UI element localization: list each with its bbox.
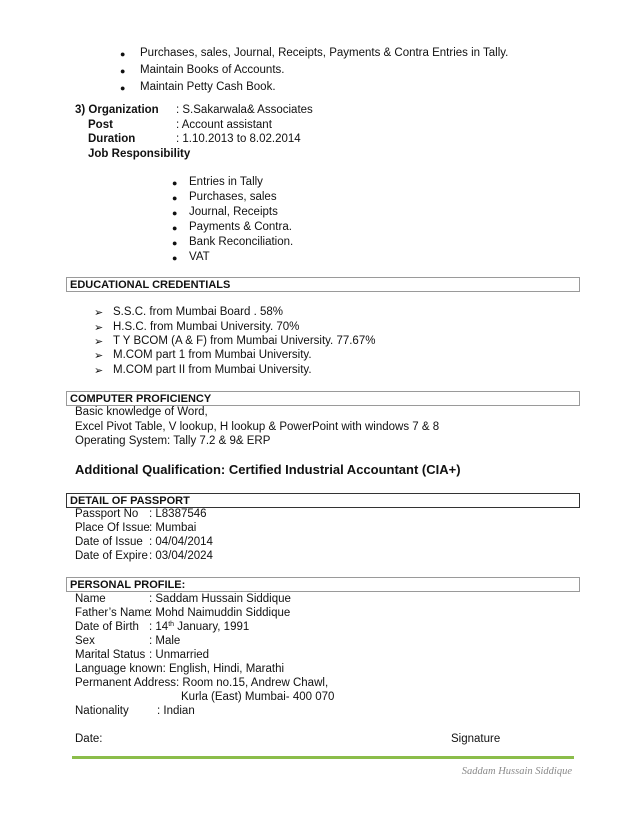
passport-header: DETAIL OF PASSPORT <box>66 493 580 508</box>
bullet-icon: ● <box>172 193 178 203</box>
dob-rest: January, 1991 <box>174 621 250 633</box>
org-label: 3) Organization <box>75 104 159 116</box>
responsibility-item: VAT <box>189 251 210 263</box>
duty-item: Maintain Books of Accounts. <box>140 64 285 76</box>
language-line: Language known: English, Hindi, Marathi <box>75 663 285 675</box>
passport-label: Place Of Issue <box>75 522 150 534</box>
footer-name: Saddam Hussain Siddique <box>461 766 572 777</box>
education-header: EDUCATIONAL CREDENTIALS <box>66 277 580 292</box>
responsibility-item: Payments & Contra. <box>189 221 292 233</box>
computer-header: COMPUTER PROFICIENCY <box>66 391 580 406</box>
profile-label: Date of Birth <box>75 621 139 633</box>
date-label: Date: <box>75 733 103 745</box>
passport-value: : 04/04/2014 <box>149 536 213 548</box>
profile-value: : Unmarried <box>149 649 210 661</box>
profile-value <box>149 621 249 633</box>
responsibility-item: Entries in Tally <box>189 176 263 188</box>
bullet-icon: ● <box>120 83 126 93</box>
profile-label: Sex <box>75 635 95 647</box>
arrow-bullet-icon: ➢ <box>94 350 104 362</box>
passport-label: Date of Expire <box>75 550 148 562</box>
education-item: M.COM part 1 from Mumbai University. <box>113 349 312 361</box>
passport-value: : Mumbai <box>149 522 197 534</box>
bullet-icon: ● <box>120 66 126 76</box>
address-line: Kurla (East) Mumbai- 400 070 <box>181 691 335 703</box>
passport-value: : L8387546 <box>149 508 207 520</box>
post-value: : Account assistant <box>176 119 272 131</box>
arrow-bullet-icon: ➢ <box>94 322 104 334</box>
computer-line: Basic knowledge of Word, <box>75 406 208 418</box>
bullet-icon: ● <box>172 208 178 218</box>
arrow-bullet-icon: ➢ <box>94 365 104 377</box>
signature-label: Signature <box>451 733 501 745</box>
profile-label: Father’s Name <box>75 607 151 619</box>
bullet-icon: ● <box>172 238 178 248</box>
bullet-icon: ● <box>172 178 178 188</box>
post-label: Post <box>88 119 113 131</box>
arrow-bullet-icon: ➢ <box>94 336 104 348</box>
responsibility-item: Purchases, sales <box>189 191 277 203</box>
duty-item: Purchases, sales, Journal, Receipts, Payments & Contra Entries in Tally. <box>140 47 509 59</box>
duration-value: : 1.10.2013 to 8.02.2014 <box>176 133 301 145</box>
profile-label: Marital Status <box>75 649 146 661</box>
bullet-icon: ● <box>172 223 178 233</box>
responsibility-label: Job Responsibility <box>88 148 191 160</box>
passport-value: : 03/04/2024 <box>149 550 213 562</box>
computer-line: Excel Pivot Table, V lookup, H lookup & PowerPoint with windows 7 & 8 <box>75 421 440 433</box>
org-value: : S.Sakarwala& Associates <box>176 104 313 116</box>
profile-label: Nationality <box>75 705 129 717</box>
computer-line: Operating System: Tally 7.2 & 9& ERP <box>75 435 271 447</box>
profile-value: : Male <box>149 635 181 647</box>
education-item: T Y BCOM (A & F) from Mumbai University. 77.67% <box>113 335 376 347</box>
education-item: M.COM part II from Mumbai University. <box>113 364 312 376</box>
additional-qualification: Additional Qualification: Certified Industrial Accountant (CIA+) <box>75 462 461 477</box>
dob-suffix: th <box>168 621 175 628</box>
footer-rule <box>72 756 574 759</box>
education-item: H.S.C. from Mumbai University. 70% <box>113 321 300 333</box>
profile-value: : Saddam Hussain Siddique <box>149 593 291 605</box>
passport-label: Passport No <box>75 508 139 520</box>
profile-value: : Indian <box>157 705 195 717</box>
duty-item: Maintain Petty Cash Book. <box>140 81 276 93</box>
bullet-icon: ● <box>120 49 126 59</box>
responsibility-item: Bank Reconciliation. <box>189 236 294 248</box>
arrow-bullet-icon: ➢ <box>94 307 104 319</box>
profile-label: Name <box>75 593 106 605</box>
dob-colon: : 14 <box>149 621 169 633</box>
duration-label: Duration <box>88 133 136 145</box>
passport-label: Date of Issue <box>75 536 143 548</box>
profile-header: PERSONAL PROFILE: <box>66 577 580 592</box>
bullet-icon: ● <box>172 253 178 263</box>
responsibility-item: Journal, Receipts <box>189 206 278 218</box>
education-item: S.S.C. from Mumbai Board . 58% <box>113 306 284 318</box>
profile-value: : Mohd Naimuddin Siddique <box>149 607 291 619</box>
address-line: Permanent Address: Room no.15, Andrew Chawl, <box>75 677 329 689</box>
